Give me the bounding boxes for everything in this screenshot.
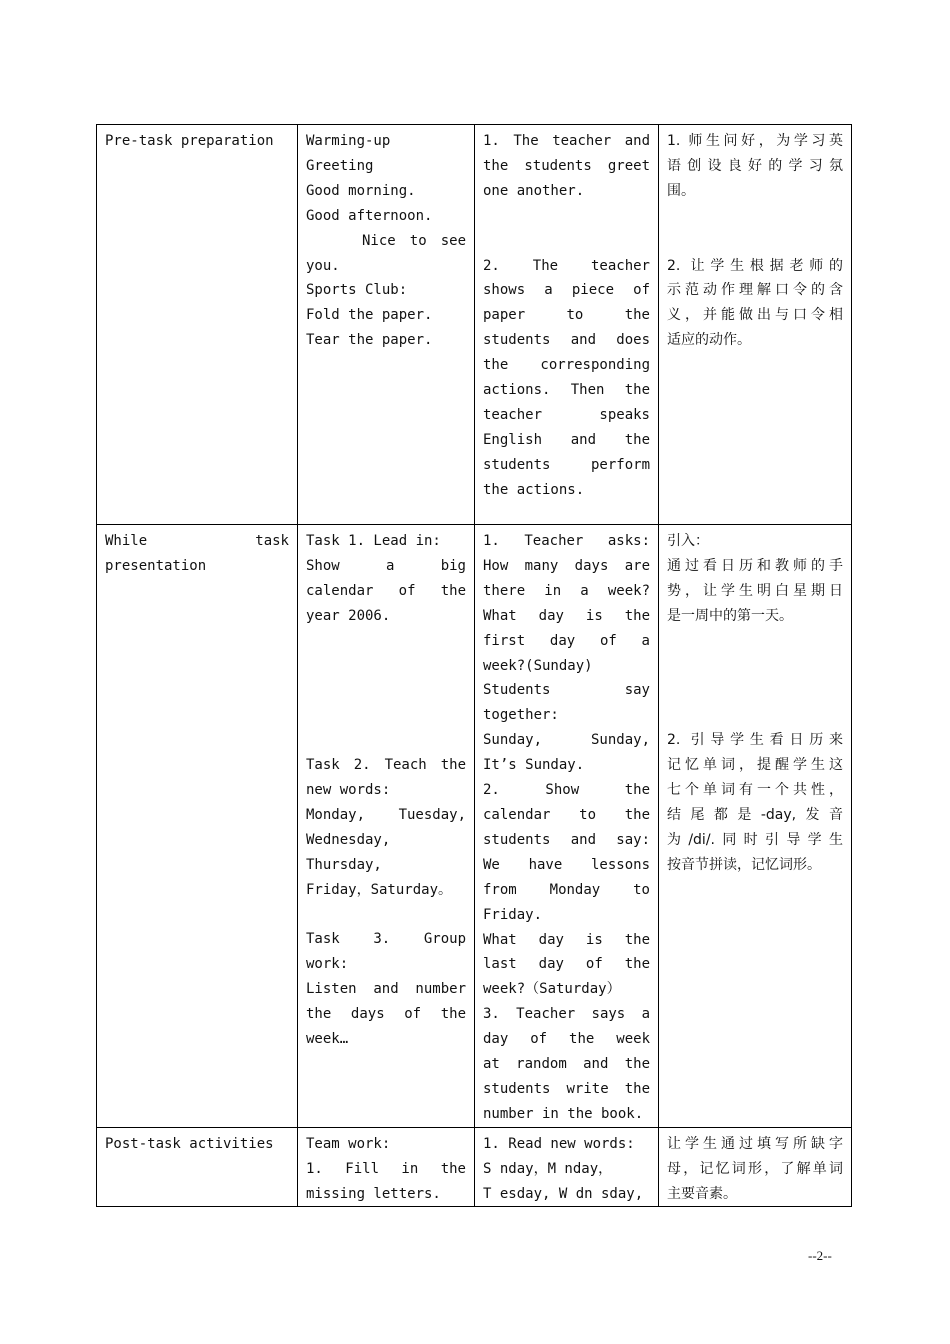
cell-line: 2. 引导学生看日历来	[667, 732, 843, 749]
cell-line: Tear the paper.	[306, 332, 433, 349]
stage-cell	[97, 125, 298, 525]
cell-line	[306, 654, 466, 679]
cell-line: We have lessons	[483, 856, 650, 873]
cell-line: 1. 师生问好，为学习英	[667, 133, 843, 149]
cell-line: week?(Sunday)	[483, 657, 593, 674]
cell-line: 母，记忆词形，了解单词	[667, 1160, 843, 1177]
cell-line	[667, 229, 843, 254]
cell-line: English and the	[483, 431, 650, 448]
cell-line: 义，并能做出与口令相	[667, 307, 843, 324]
stage-cell	[97, 1127, 298, 1207]
cell-line: What day is the	[483, 607, 650, 624]
cell-line: 主要音素。	[667, 1185, 737, 1202]
cell-line: Show a big	[306, 557, 466, 574]
cell-line	[306, 703, 466, 728]
cell-line: first day of a	[483, 632, 650, 649]
cell-line: last day of the	[483, 956, 650, 973]
cell-line: 语创设良好的学习氛	[667, 157, 843, 174]
cell-line: teacher speaks	[483, 406, 650, 423]
cell-line: Team work:	[306, 1135, 391, 1152]
cell-line: What day is the	[483, 931, 650, 948]
purpose-cell	[659, 125, 852, 525]
table-row	[97, 525, 852, 1128]
cell-line	[667, 654, 843, 679]
cell-line: work:	[306, 956, 349, 973]
cell-line: 为/di/.同时引导学生	[667, 831, 843, 848]
cell-line	[667, 703, 843, 728]
cell-line: calendar to the	[483, 806, 650, 823]
cell-line	[667, 678, 843, 703]
activities-cell	[475, 1127, 659, 1207]
table-row	[97, 125, 852, 525]
cell-line: 2. Show the	[483, 782, 650, 799]
purpose-cell	[659, 1127, 852, 1207]
cell-line	[306, 903, 466, 928]
cell-line: there in a week?	[483, 582, 650, 599]
cell-line: Task 1. Lead in:	[306, 533, 441, 549]
cell-line: Nice to see	[362, 232, 466, 249]
cell-line	[306, 678, 466, 703]
cell-line: 记忆单词，提醒学生这	[667, 757, 843, 774]
cell-line: day of the week	[483, 1031, 650, 1048]
cell-line	[483, 204, 650, 229]
content-cell	[298, 125, 475, 525]
cell-line: calendar of the	[306, 582, 466, 599]
cell-line: you.	[306, 257, 340, 274]
cell-line: 1. Read new words:	[483, 1135, 635, 1152]
content-cell	[298, 525, 475, 1128]
cell-line: week?（Saturday）	[483, 981, 621, 998]
cell-line: 围。	[667, 182, 695, 199]
cell-line: 是一周中的第一天。	[667, 607, 793, 624]
cell-line: Warming-up	[306, 133, 391, 149]
cell-line: 2. 让学生根据老师的	[667, 257, 843, 274]
cell-line: the days of the	[306, 1006, 466, 1023]
cell-line: paper to the	[483, 307, 650, 324]
cell-line: 1. Teacher asks:	[483, 533, 650, 549]
cell-line: students and say:	[483, 831, 650, 848]
cell-line: 结尾都是-day,发音	[667, 806, 843, 823]
cell-line: students write the	[483, 1080, 650, 1097]
content-cell	[298, 1127, 475, 1207]
cell-line: Listen and number	[306, 981, 466, 998]
cell-line: It’s Sunday.	[483, 757, 585, 774]
cell-line: Good morning.	[306, 182, 416, 199]
cell-line: 2. The teacher	[483, 257, 650, 274]
cell-line: T esday, W dn sday,	[483, 1185, 644, 1202]
purpose-cell	[659, 525, 852, 1128]
cell-line: Fold the paper.	[306, 307, 433, 324]
cell-line: presentation	[105, 557, 207, 574]
cell-line: from Monday to	[483, 881, 650, 898]
cell-line: Pre-task preparation	[105, 133, 274, 149]
cell-line: Students say	[483, 682, 650, 699]
cell-line: one another.	[483, 182, 585, 199]
cell-line: students and does	[483, 332, 650, 349]
cell-line: 势，让学生明白星期日	[667, 582, 843, 599]
stage-cell	[97, 525, 298, 1128]
cell-line: 通过看日历和教师的手	[667, 557, 843, 574]
cell-line: 1. The teacher and	[483, 133, 650, 149]
cell-line: Wednesday,	[306, 831, 391, 848]
cell-line: shows a piece of	[483, 282, 650, 299]
cell-line: Task 2. Teach the	[306, 757, 466, 774]
cell-line: together:	[483, 707, 559, 724]
cell-line: Monday, Tuesday,	[306, 806, 466, 823]
cell-line: year 2006.	[306, 607, 391, 624]
cell-line: 引入：	[667, 533, 709, 549]
table-row	[97, 1127, 852, 1207]
cell-line	[667, 204, 843, 229]
cell-line: the corresponding	[483, 357, 650, 374]
cell-line: 让学生通过填写所缺字	[667, 1135, 843, 1152]
cell-line: Friday，Saturday。	[306, 881, 453, 898]
page-number: --2--	[808, 1248, 832, 1263]
cell-line: 七个单词有一个共性，	[667, 782, 843, 798]
cell-line	[306, 629, 466, 654]
cell-line: Sports Club:	[306, 282, 408, 299]
cell-line: Task 3. Group	[306, 931, 466, 948]
cell-line: How many days are	[483, 557, 650, 574]
cell-line: S nday，M nday，	[483, 1160, 613, 1177]
cell-line	[483, 229, 650, 254]
activities-cell	[475, 525, 659, 1128]
cell-line: Thursday,	[306, 856, 382, 873]
cell-line: Post-task activities	[105, 1135, 274, 1152]
cell-line: missing letters.	[306, 1185, 441, 1202]
cell-line: Friday.	[483, 906, 543, 923]
cell-line: number in the book.	[483, 1105, 644, 1122]
cell-line: week…	[306, 1031, 349, 1048]
cell-line: 3. Teacher says a	[483, 1006, 650, 1023]
cell-line	[667, 629, 843, 654]
cell-line: students perform	[483, 456, 650, 473]
cell-line: While task	[105, 533, 289, 549]
cell-line	[306, 728, 466, 753]
cell-line: 按音节拼读，记忆词形。	[667, 856, 821, 873]
cell-line: 适应的动作。	[667, 332, 751, 349]
cell-line: at random and the	[483, 1056, 650, 1073]
cell-line: Good afternoon.	[306, 207, 433, 224]
cell-line: new words:	[306, 781, 391, 798]
cell-line: Sunday, Sunday,	[483, 732, 650, 749]
cell-line: 1. Fill in the	[306, 1160, 466, 1177]
lesson-plan-table	[96, 124, 852, 1207]
activities-cell	[475, 125, 659, 525]
cell-line: actions. Then the	[483, 382, 650, 399]
cell-line: the actions.	[483, 481, 585, 498]
cell-line: 示范动作理解口令的含	[667, 282, 843, 299]
cell-line: the students greet	[483, 157, 650, 174]
cell-line: Greeting	[306, 157, 374, 174]
